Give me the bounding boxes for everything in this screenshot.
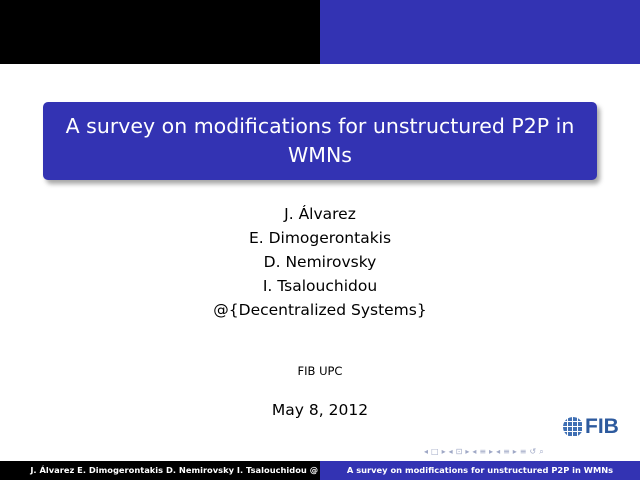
slide-footer	[0, 461, 640, 480]
nav-right-icon[interactable]: ▸	[489, 447, 494, 456]
author-group: @{Decentralized Systems}	[213, 301, 427, 319]
title-block	[43, 102, 597, 180]
author-name: J. Álvarez	[284, 205, 356, 223]
nav-left-icon[interactable]: ◂	[448, 447, 453, 456]
nav-right-icon[interactable]: ▸	[465, 447, 470, 456]
author-name: D. Nemirovsky	[263, 253, 377, 271]
back-icon[interactable]: ↺	[529, 447, 537, 456]
nav-right-icon[interactable]: ▸	[441, 447, 446, 456]
author-list	[0, 202, 640, 322]
nav-left-icon[interactable]: ◂	[472, 447, 477, 456]
section-icon[interactable]: ≡	[479, 447, 487, 456]
header-right-panel	[320, 0, 640, 64]
align-icon[interactable]: ≡	[519, 447, 527, 456]
footer-authors: J. Álvarez E. Dimogerontakis D. Nemirovsky I. Tsalouchidou @	[30, 465, 318, 475]
footer-title: A survey on modifications for unstructured P2P in WMNs	[346, 465, 614, 475]
beamer-navigation	[424, 447, 544, 457]
document-icon[interactable]: ≡	[503, 447, 510, 456]
nav-left-icon[interactable]: ◂	[496, 447, 501, 456]
nav-left-icon[interactable]: ◂	[424, 447, 429, 456]
footer-authors-panel	[0, 461, 320, 480]
search-icon[interactable]: ⌕	[539, 447, 544, 456]
author-name: E. Dimogerontakis	[248, 229, 392, 247]
institution: FIB UPC	[297, 364, 343, 378]
footer-title-panel	[320, 461, 640, 480]
presentation-title: A survey on modifications for unstructured P2P in WMNs	[65, 114, 575, 167]
presentation-date: May 8, 2012	[271, 401, 369, 419]
slide-header	[0, 0, 640, 64]
fib-logo	[563, 415, 633, 439]
subsection-icon[interactable]: ⊡	[455, 447, 463, 456]
nav-right-icon[interactable]: ▸	[512, 447, 517, 456]
logo-grid-icon	[563, 417, 583, 437]
author-name: I. Tsalouchidou	[262, 277, 378, 295]
logo-text: FIB	[585, 415, 619, 438]
header-left-panel	[0, 0, 320, 64]
frame-icon[interactable]: □	[431, 447, 439, 456]
